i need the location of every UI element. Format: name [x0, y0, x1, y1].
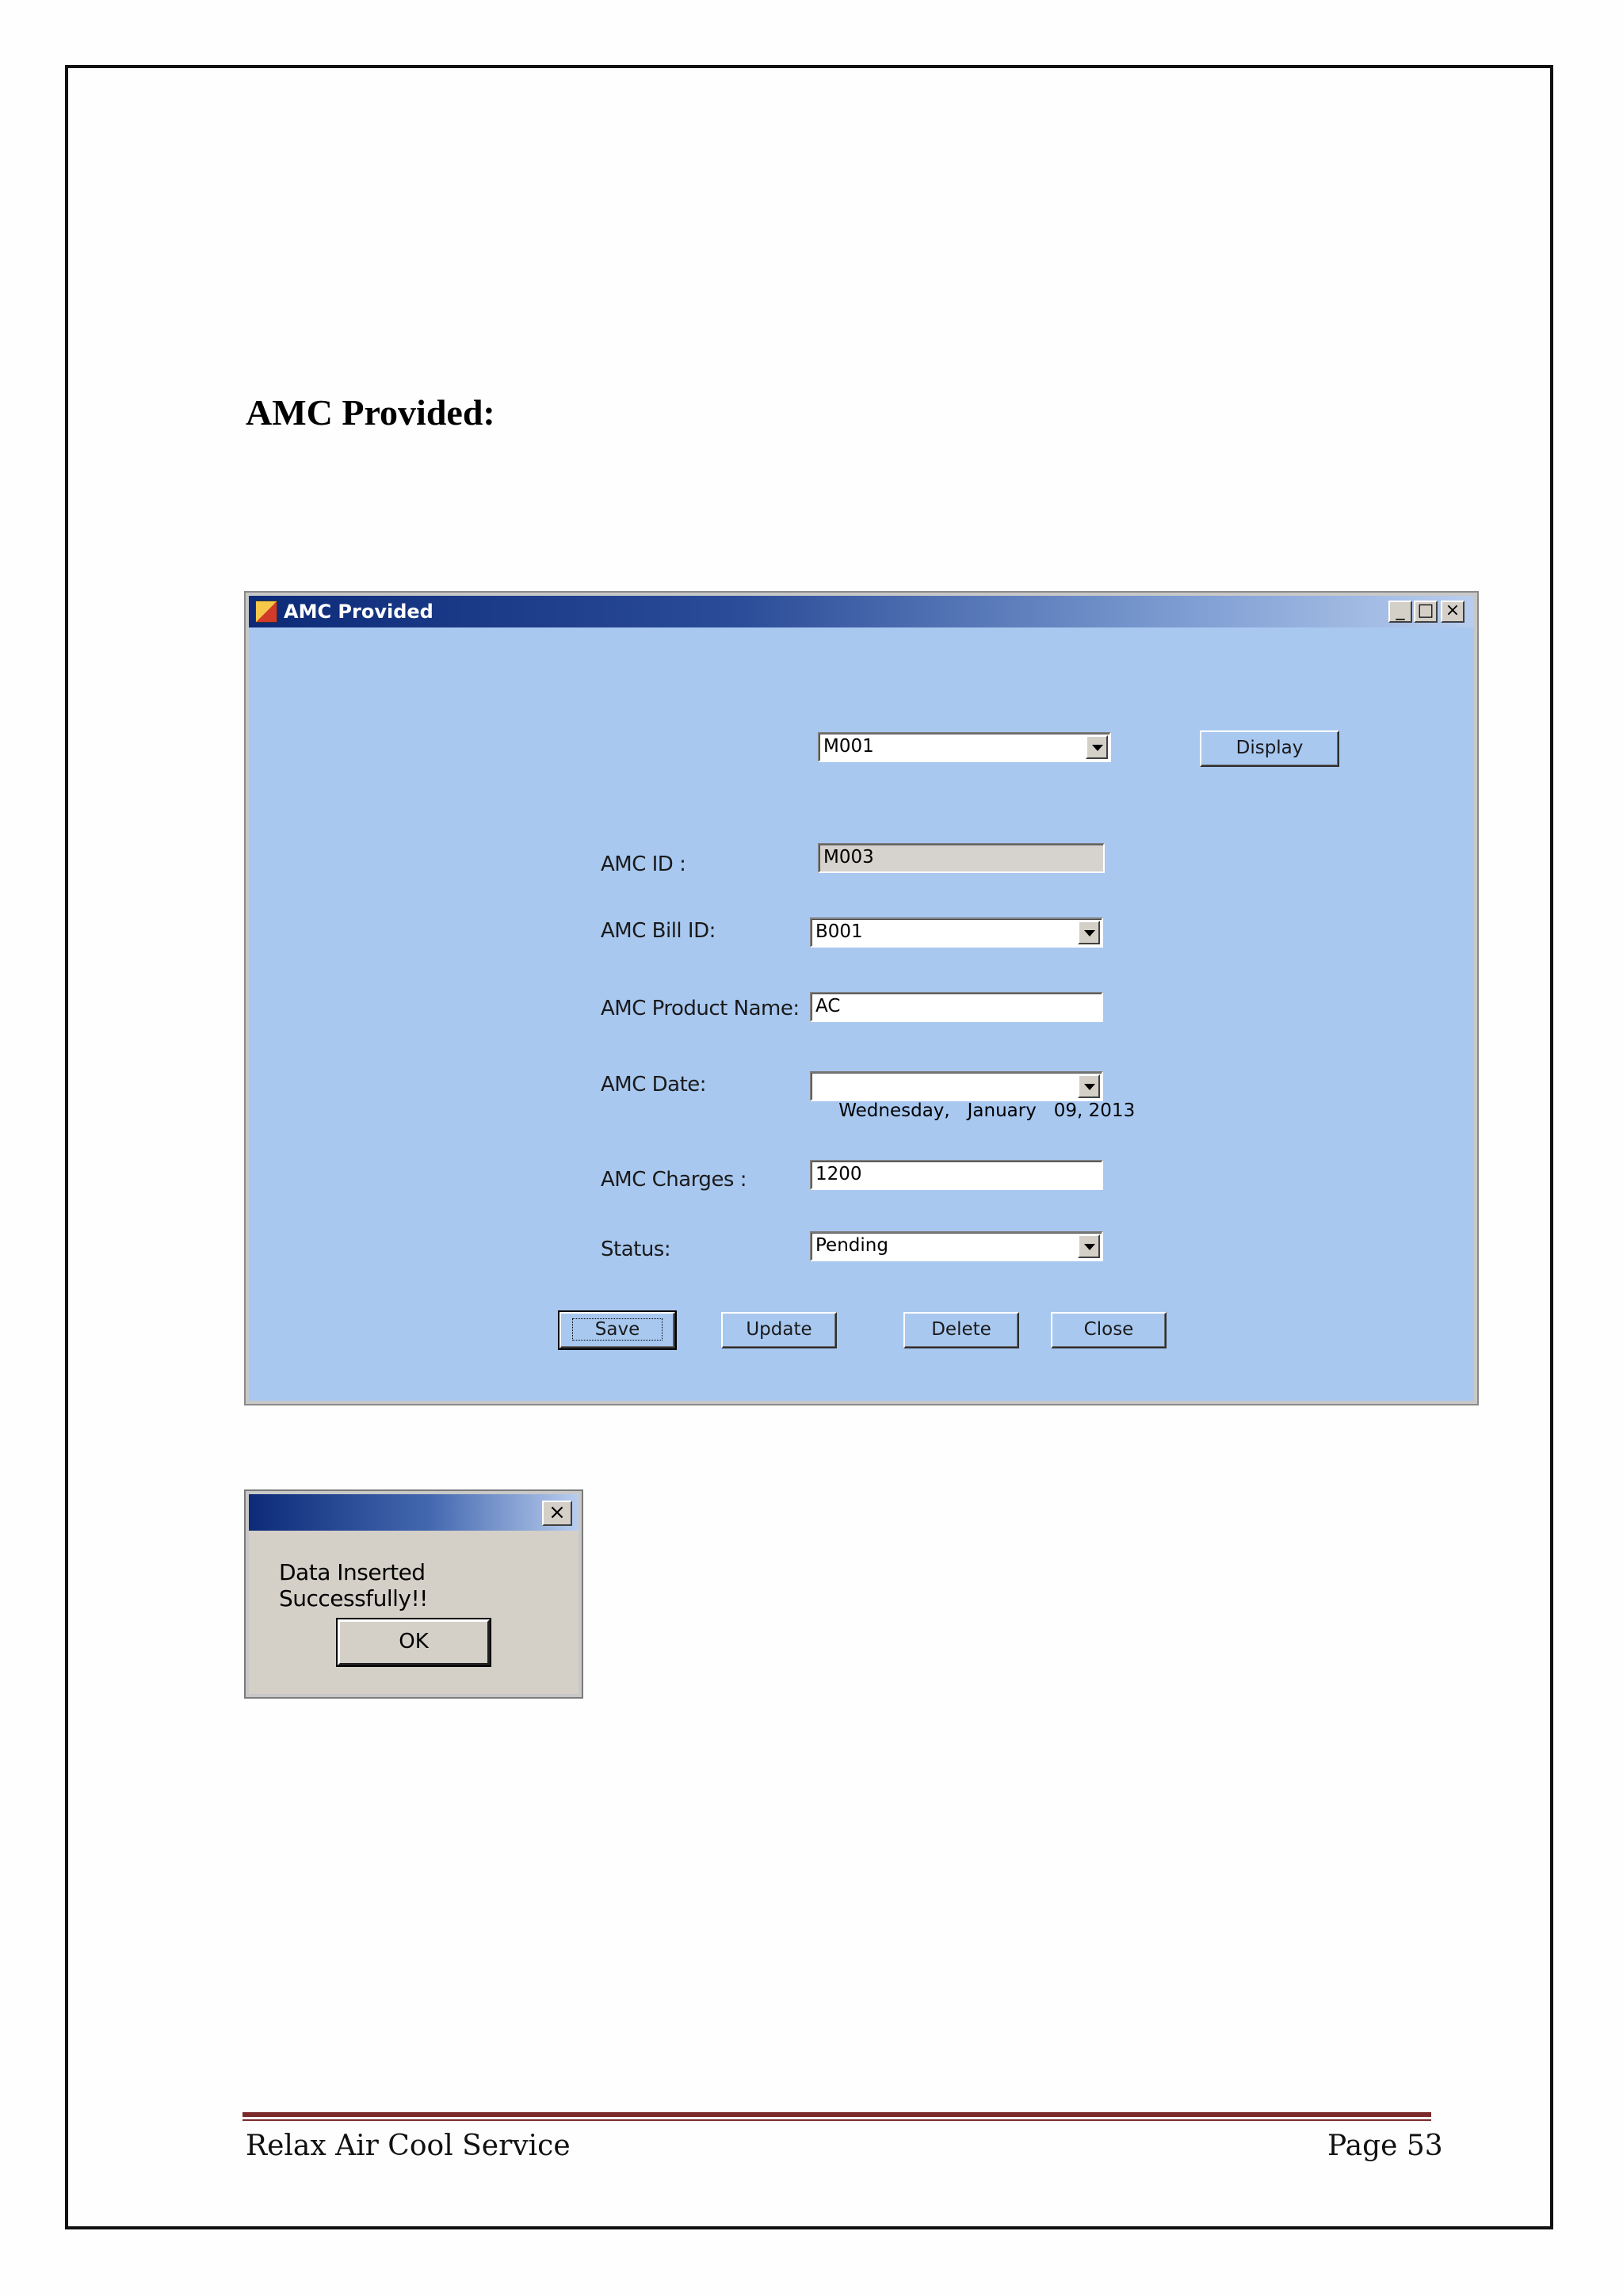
save-button[interactable] [559, 1312, 675, 1348]
close-button[interactable]: Close [1051, 1312, 1167, 1348]
chevron-down-icon[interactable] [1078, 1234, 1100, 1258]
footer-divider [242, 2112, 1431, 2117]
message-text: Data Inserted Successfully!! [279, 1559, 428, 1611]
ok-button[interactable]: OK [338, 1619, 490, 1665]
status-label: Status: [601, 1238, 671, 1261]
amc-date-picker[interactable] [810, 1071, 1136, 1121]
success-message-box [246, 1491, 582, 1697]
footer-divider-thin [242, 2119, 1431, 2121]
footer-company: Relax Air Cool Service [246, 2130, 571, 2162]
amc-search-dropdown[interactable] [818, 732, 1111, 762]
bill-id-value: B001 [815, 921, 863, 942]
bill-id-dropdown[interactable] [810, 917, 1103, 948]
delete-button[interactable]: Delete [903, 1312, 1019, 1348]
message-box-titlebar[interactable] [249, 1494, 579, 1531]
amc-id-field[interactable]: M003 [818, 843, 1105, 873]
close-icon[interactable]: × [542, 1501, 572, 1526]
chevron-down-icon[interactable] [1086, 735, 1108, 759]
window-title: AMC Provided [284, 601, 433, 623]
bill-id-label: AMC Bill ID: [601, 919, 716, 943]
amc-provided-window [246, 593, 1477, 1404]
app-icon [255, 601, 277, 623]
amc-date-value: Wednesday, January 09, 2013 [838, 1100, 1136, 1121]
amc-charges-label: AMC Charges : [601, 1168, 747, 1192]
page-heading: AMC Provided: [246, 392, 495, 433]
chevron-down-icon[interactable] [1078, 1074, 1100, 1098]
amc-charges-field[interactable]: 1200 [810, 1160, 1103, 1190]
save-button-label: Save [572, 1318, 663, 1341]
window-close-button[interactable]: × [1441, 601, 1465, 623]
maximize-button[interactable]: □ [1414, 601, 1438, 623]
chevron-down-icon[interactable] [1078, 921, 1100, 944]
display-button[interactable]: Display [1200, 730, 1339, 767]
minimize-button[interactable]: _ [1388, 601, 1412, 623]
window-titlebar[interactable] [249, 596, 1474, 627]
amc-search-value: M001 [823, 736, 874, 757]
amc-date-label: AMC Date: [601, 1073, 707, 1097]
product-name-label: AMC Product Name: [601, 997, 800, 1020]
status-value: Pending [815, 1235, 888, 1256]
footer-page-number: Page 53 [1327, 2130, 1443, 2162]
status-dropdown[interactable] [810, 1231, 1103, 1261]
product-name-field[interactable]: AC [810, 992, 1103, 1022]
amc-id-label: AMC ID : [601, 852, 686, 876]
update-button[interactable]: Update [721, 1312, 837, 1348]
